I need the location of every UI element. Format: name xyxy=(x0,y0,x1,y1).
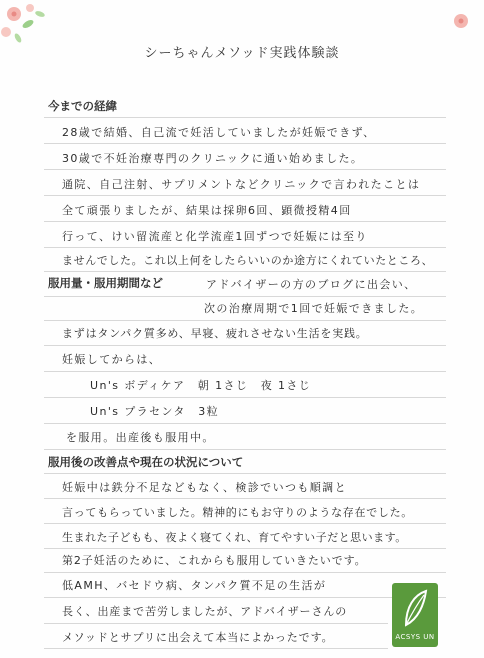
rule-line xyxy=(44,195,446,196)
improvement-line: 言ってもらっていました。精神的にもお守りのような存在でした。 xyxy=(62,506,413,519)
dosage-line: Un's プラセンタ 3粒 xyxy=(90,405,220,418)
rule-line xyxy=(44,473,446,474)
rule-line xyxy=(44,371,446,372)
improvement-line: メソッドとサプリに出会えて本当によかったです。 xyxy=(62,631,334,644)
section-label-improvement: 服用後の改善点や現在の状況について xyxy=(48,455,244,469)
rule-line xyxy=(44,648,388,649)
logo-text: ACSYS UN xyxy=(395,633,435,641)
improvement-line: 生まれた子どもも、夜よく寝てくれ、育てやすい子だと思います。 xyxy=(62,531,407,544)
rule-line xyxy=(44,449,446,450)
history-line: 30歳で不妊治療専門のクリニックに通い始めました。 xyxy=(62,152,364,165)
rule-line xyxy=(44,296,446,297)
rule-line xyxy=(44,623,388,624)
history-line: 通院、自己注射、サプリメントなどクリニックで言われたことは xyxy=(62,178,421,191)
rule-line xyxy=(44,523,446,524)
history-line: 行って、けい留流産と化学流産1回ずつで妊娠には至り xyxy=(62,230,368,243)
rule-line xyxy=(44,320,446,321)
rule-line xyxy=(44,548,446,549)
rule-line xyxy=(44,423,446,424)
rule-line xyxy=(44,345,446,346)
page-title: シーちゃんメソッド実践体験談 xyxy=(144,46,340,61)
dosage-line: Un's ボディケア 朝 1さじ 夜 1さじ xyxy=(90,379,312,392)
rule-line xyxy=(44,397,446,398)
acsys-un-logo xyxy=(392,583,438,647)
dosage-line: 次の治療周期で1回で妊娠できました。 xyxy=(204,302,424,315)
history-line: ませんでした。これ以上何をしたらいいのか途方にくれていたところ、 xyxy=(62,254,434,267)
dosage-line: を服用。出産後も服用中。 xyxy=(66,431,215,444)
improvement-line: 第2子妊活のために、これからも服用していきたいです。 xyxy=(62,554,367,567)
section-label-dosage: 服用量・服用期間など xyxy=(48,276,163,290)
rule-line xyxy=(44,498,446,499)
rule-line xyxy=(44,143,446,144)
improvement-line: 妊娠中は鉄分不足などもなく、検診でいつも順調と xyxy=(62,481,347,494)
rule-line xyxy=(44,597,446,598)
rule-line xyxy=(44,221,446,222)
rule-line xyxy=(44,247,446,248)
history-line: 28歳で結婚、自己流で妊活していましたが妊娠できず、 xyxy=(62,126,376,139)
improvement-line: 低AMH、バセドウ病、タンパク質不足の生活が xyxy=(62,579,327,592)
flower-decoration-right-icon xyxy=(446,6,476,36)
dosage-line: アドバイザーの方のブログに出会い、 xyxy=(206,278,417,291)
section-label-history: 今までの経緯 xyxy=(48,99,117,113)
improvement-line: 長く、出産まで苦労しましたが、アドバイザーさんの xyxy=(62,605,348,618)
leaf-icon xyxy=(400,589,430,629)
rule-line xyxy=(44,271,446,272)
history-line: 全て頑張りましたが、結果は採卵6回、顕微授精4回 xyxy=(62,204,352,217)
dosage-line: まずはタンパク質多め、早寝、疲れさせない生活を実践。 xyxy=(62,327,368,340)
rule-line xyxy=(44,169,446,170)
dosage-line: 妊娠してからは、 xyxy=(62,353,162,366)
rule-line xyxy=(44,117,446,118)
rule-line xyxy=(44,572,446,573)
